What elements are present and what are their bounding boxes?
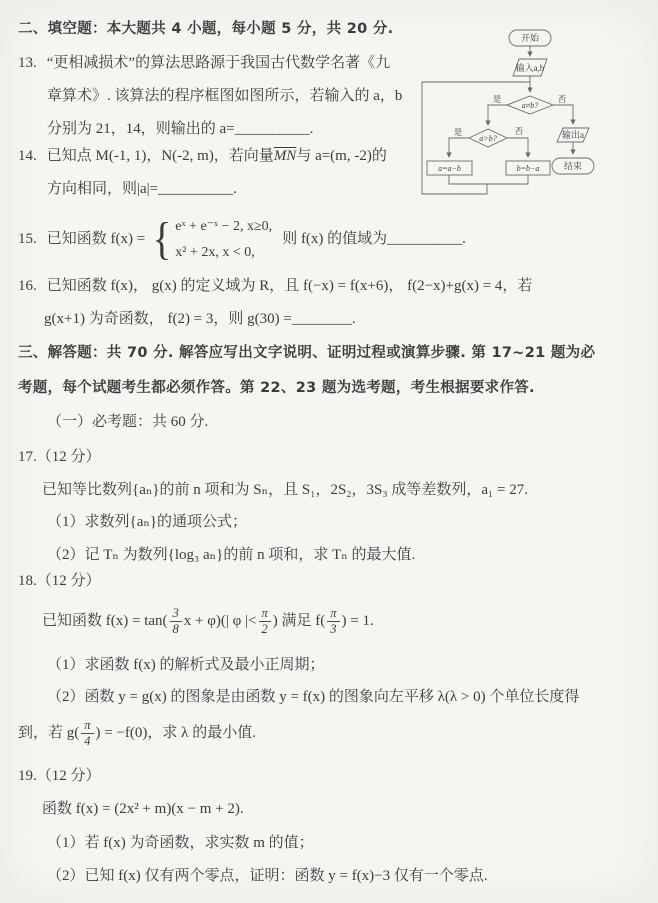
- fraction-pi-4: [81, 718, 93, 748]
- question-16-text1: 已知函数 f(x)， g(x) 的定义域为 R，且 f(−x) = f(x+6)， f(2−x)+g(x) = 4，若: [46, 278, 533, 294]
- flowchart-svg: [420, 18, 658, 208]
- flowchart-assign-left-label: a=a−b: [438, 164, 461, 173]
- question-15-number: 15.: [18, 230, 37, 247]
- q18-intro-mid2: ) 满足 f(: [272, 612, 326, 629]
- q18-intro-mid1: x + φ)(| φ |<: [183, 612, 257, 629]
- flowchart-cond2-label: a>b?: [479, 134, 497, 143]
- section2-header: 二、填空题：本大题共 4 小题，每小题 5 分，共 20 分.: [18, 21, 394, 37]
- question-15: [18, 212, 466, 266]
- question-18-intro: [42, 603, 374, 639]
- flowchart-input-label: 输入a,b: [515, 63, 545, 73]
- question-19-intro: 函数 f(x) = (2x² + m)(x − m + 2).: [42, 801, 244, 817]
- question-17-intro: 已知等比数列{aₙ}的前 n 项和为 Sₙ，且 S₁，2S₂，3S₃ 成等差数列，a₁ = 27.: [42, 482, 528, 498]
- question-18-item2-line1: （2）函数 y = g(x) 的图象是由函数 y = f(x) 的图象向左平移 λ(λ > 0) 个单位长度得: [47, 689, 580, 705]
- question-18-item1: （1）求函数 f(x) 的解析式及最小正周期；: [47, 657, 325, 673]
- question-13-text1: “更相减损术”的算法思路源于我国古代数学名著《九: [46, 55, 391, 71]
- section3-header-line2: 考题，每个试题考生都必须作答。第 22、23 题为选考题，考生根据要求作答.: [18, 380, 535, 396]
- q18-intro-pre: 已知函数 f(x) = tan(: [42, 612, 168, 629]
- question-15-post: 则 f(x) 的值域为__________.: [282, 230, 466, 247]
- question-13-line1: [18, 54, 390, 73]
- fraction-pi-2-den: 2: [259, 621, 271, 636]
- fraction-pi-3: [327, 606, 339, 636]
- fraction-pi-2-num: π: [261, 606, 268, 621]
- fraction-3-8-num: 3: [172, 606, 179, 621]
- fraction-pi-3-den: 3: [327, 621, 339, 636]
- question-15-pre: 已知函数 f(x) =: [46, 230, 146, 247]
- question-14-number: 14.: [18, 148, 37, 164]
- q18-item2-post: ) = −f(0)，求 λ 的最小值.: [95, 724, 256, 741]
- fraction-3-8-den: 8: [170, 621, 182, 636]
- flowchart-assign-right-label: b=b−a: [516, 164, 540, 173]
- question-13-number: 13.: [18, 55, 37, 71]
- q18-intro-post: ) = 1.: [341, 612, 374, 629]
- flowchart-yes1-label: 是: [492, 94, 502, 104]
- question-19-item2: （2）已知 f(x) 仅有两个零点，证明：函数 y = f(x)−3 仅有一个零点.: [47, 868, 488, 884]
- question-13-line2: 章算术》. 该算法的程序框图如图所示，若输入的 a，b: [47, 88, 403, 104]
- vector-mn: $\overline{MN}$: [273, 148, 297, 164]
- piecewise-row2: x² + 2x, x < 0,: [175, 244, 255, 260]
- section3-header-line1: 三、解答题：共 70 分. 解答应写出文字说明、证明过程或演算步骤. 第 17~21 题为必: [18, 345, 596, 361]
- question-16-number: 16.: [18, 278, 37, 294]
- flowchart-no2-label: 否: [514, 126, 524, 136]
- flowchart-end-label: 结束: [563, 161, 583, 171]
- section3-sub-header: （一）必考题：共 60 分.: [47, 414, 209, 430]
- piecewise-row1: eˣ + e⁻ˣ − 2, x≥0,: [175, 218, 273, 234]
- flowchart-no1-label: 否: [557, 94, 567, 104]
- fraction-pi-4-num: π: [84, 718, 91, 733]
- question-14-line1: [18, 147, 387, 166]
- question-16-line1: [18, 277, 532, 296]
- question-14-text2: 与 a=(m, -2)的: [296, 148, 387, 164]
- flowchart-yes2-label: 是: [453, 127, 463, 137]
- question-16-line2: g(x+1) 为奇函数， f(2) = 3，则 g(30) =________.: [44, 311, 356, 327]
- q13-flowchart: [420, 18, 658, 208]
- flowchart-cond1-label: a≠b?: [521, 101, 539, 110]
- piecewise-rows: [175, 217, 272, 262]
- piecewise-brace: {: [152, 213, 172, 264]
- fraction-pi-2: [259, 606, 271, 636]
- question-17-label: 17.（12 分）: [18, 449, 101, 465]
- fraction-pi-3-num: π: [330, 606, 337, 621]
- fraction-pi-4-den: 4: [81, 733, 93, 748]
- question-17-item2: （2）记 Tₙ 为数列{log₃ aₙ}的前 n 项和，求 Tₙ 的最大值.: [47, 547, 416, 563]
- question-13-line3: 分别为 21，14，则输出的 a=__________.: [47, 121, 314, 137]
- question-17-item1: （1）求数列{aₙ}的通项公式；: [47, 514, 248, 530]
- question-14-line2: 方向相同，则|a|=__________.: [47, 181, 237, 197]
- question-18-item2-line2: [18, 716, 256, 750]
- question-19-label: 19.（12 分）: [18, 768, 101, 784]
- fraction-3-8: [170, 606, 182, 636]
- question-14-text1: 已知点 M(-1, 1)，N(-2, m)，若向量: [46, 148, 274, 164]
- q18-item2-pre: 到，若 g(: [18, 724, 80, 741]
- question-18-label: 18.（12 分）: [18, 573, 101, 589]
- flowchart-start-label: 开始: [520, 33, 540, 43]
- flowchart-output-label: 输出a: [562, 130, 584, 140]
- question-19-item1: （1）若 f(x) 为奇函数，求实数 m 的值；: [47, 835, 314, 851]
